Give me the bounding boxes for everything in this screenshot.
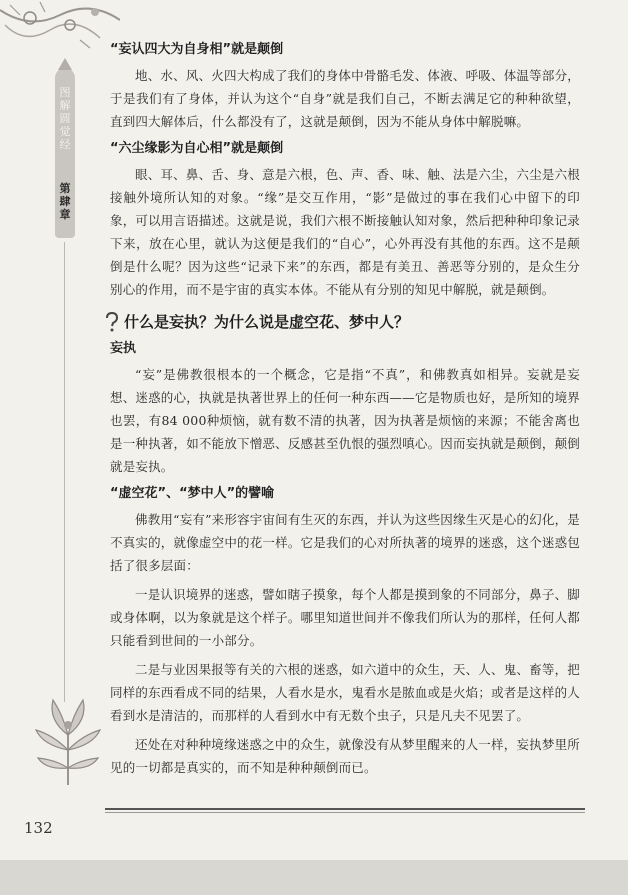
- section-heading: 妄执: [110, 341, 137, 356]
- paragraph: 还处在对种种境缘迷惑之中的众生，就像没有从梦里醒来的人一样，妄执梦里所见的一切都是真实的，而不知是种种颠倒而已。: [110, 737, 580, 775]
- lotus-ornament-icon: [28, 690, 108, 790]
- paragraph: 二是与业因果报等有关的六根的迷惑，如六道中的众生，天、人、鬼、畜等，把同样的东西看成不同的结果，人看水是水，鬼看水是脓血或是火焰；或者是这样的人看到水是清洁的，而那样的人看到水中有无数个虫子，只是凡夫不见罢了。: [110, 662, 580, 723]
- paragraph: 佛教用“妄有”来形容宇宙间有生灭的东西，并认为这些因缘生灭是心的幻化，是不真实的，就像虚空中的花一样。它是我们的心对所执著的境界的迷惑，这个迷惑包括了很多层面：: [110, 512, 580, 573]
- chapter-label-vertical: 第肆章: [59, 182, 71, 221]
- question-text: 什么是妄执？为什么说是虚空花、梦中人？: [124, 313, 410, 331]
- scan-edge: [0, 860, 628, 895]
- paragraph: 眼、耳、鼻、舌、身、意是六根，色、声、香、味、触、法是六尘，六尘是六根接触外境所认知的对象。“缘”是交互作用，“影”是做过的事在我们心中留下的印象，可以用言语描述。这就是说，我们六根不断接触认知对象，然后把种种印象记录下来，放在心里，就认为这便是我们的“自心”，心外再没有其他的东西。这不是颠倒是什么呢？因为这些“记录下来”的东西，都是有美丑、善恶等分别的，是众生分别心的作用，而不是宇宙的真实本体。不能从有分别的知见中解脱，就是颠倒。: [110, 167, 580, 297]
- book-title-vertical: 图解圆觉经: [59, 86, 71, 151]
- margin-divider: [64, 242, 65, 702]
- arrow-up-icon: [58, 58, 72, 70]
- paragraph: “妄”是佛教很根本的一个概念，它是指“不真”，和佛教真如相异。妄就是妄想、迷惑的心，执就是执著世界上的任何一种东西——它是物质也好，是所知的境界也罢，有84 000种烦恼，就有数不清的执著，因为执著是烦恼的来源；不能舍离也是一种执著，如不能放下憎恶、反感甚至仇恨的强烈嗔心。因而妄执就是颠倒，颠倒就是妄执。: [110, 367, 580, 474]
- question-title: [104, 309, 580, 335]
- footer-rule-thin: [105, 812, 585, 813]
- section-heading: “妄认四大为自身相”就是颠倒: [110, 42, 284, 57]
- page-number: 132: [24, 819, 53, 837]
- floral-ornament-icon: [0, 0, 120, 55]
- footer-rule: [105, 808, 585, 810]
- section-heading: “虚空花”、“梦中人”的譬喻: [110, 486, 275, 501]
- main-content: [110, 40, 580, 785]
- question-mark-icon: [104, 312, 120, 332]
- paragraph: 一是认识境界的迷惑，譬如瞎子摸象，每个人都是摸到象的不同部分，鼻子、脚或身体啊，以为象就是这个样子。哪里知道世间并不像我们所认为的那样，任何人都只能看到世间的一小部分。: [110, 587, 580, 648]
- section-heading: “六尘缘影为自心相”就是颠倒: [110, 141, 284, 156]
- paragraph: 地、水、风、火四大构成了我们的身体中骨骼毛发、体液、呼吸、体温等部分，于是我们有了身体，并认为这个“自身”就是我们自己，不断去满足它的种种欲望，直到四大解体后，什么都没有了，这就是颠倒，因为不能从身体中解脱嘛。: [110, 68, 580, 129]
